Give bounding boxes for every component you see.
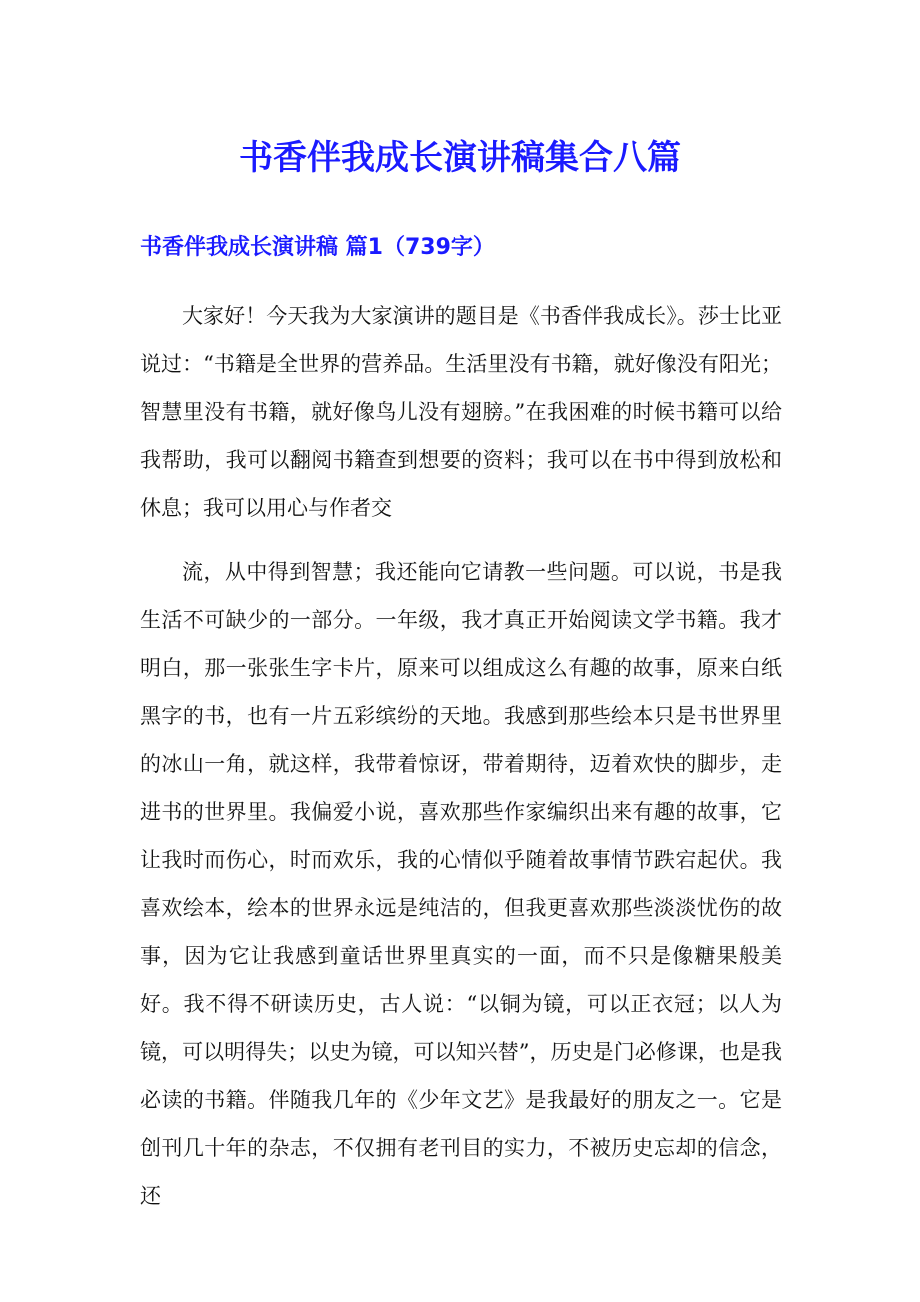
paragraph: 大家好！今天我为大家演讲的题目是《书香伴我成长》。莎士比亚说过：“书籍是全世界的营养品。生活里没有书籍，就好像没有阳光；智慧里没有书籍，就好像鸟儿没有翅膀。”在我困难的时候书籍可以给我帮助，我可以翻阅书籍查到想要的资料；我可以在书中得到放松和休息；我可以用心与作者交 xyxy=(140,304,782,520)
section-heading: 书香伴我成长演讲稿 篇1（739字） xyxy=(140,235,495,260)
document-title: 书香伴我成长演讲稿集合八篇 xyxy=(239,138,681,178)
paragraph: 流，从中得到智慧；我还能向它请教一些问题。可以说，书是我生活不可缺少的一部分。一年级，我才真正开始阅读文学书籍。我才明白，那一张张生字卡片，原来可以组成这么有趣的故事，原来白纸黑字的书，也有一片五彩缤纷的天地。我感到那些绘本只是书世界里的冰山一角，就这样，我带着惊讶，带着期待，迈着欢快的脚步，走进书的世界里。我偏爱小说，喜欢那些作家编织出来有趣的故事，它让我时而伤心，时而欢乐，我的心情似乎随着故事情节跌宕起伏。我喜欢绘本，绘本的世界永远是纯洁的，但我更喜欢那些淡淡忧伤的故事，因为它让我感到童话世界里真实的一面，而不只是像糖果般美好。我不得不研读历史，古人说：“以铜为镜，可以正衣冠；以人为镜，可以明得失；以史为镜，可以知兴替”，历史是门必修课，也是我必读的书籍。伴随我几年的《少年文艺》是我最好的朋友之一。它是创刊几十年的杂志，不仅拥有老刊目的实力，不被历史忘却的信念，还 xyxy=(140,560,782,1208)
